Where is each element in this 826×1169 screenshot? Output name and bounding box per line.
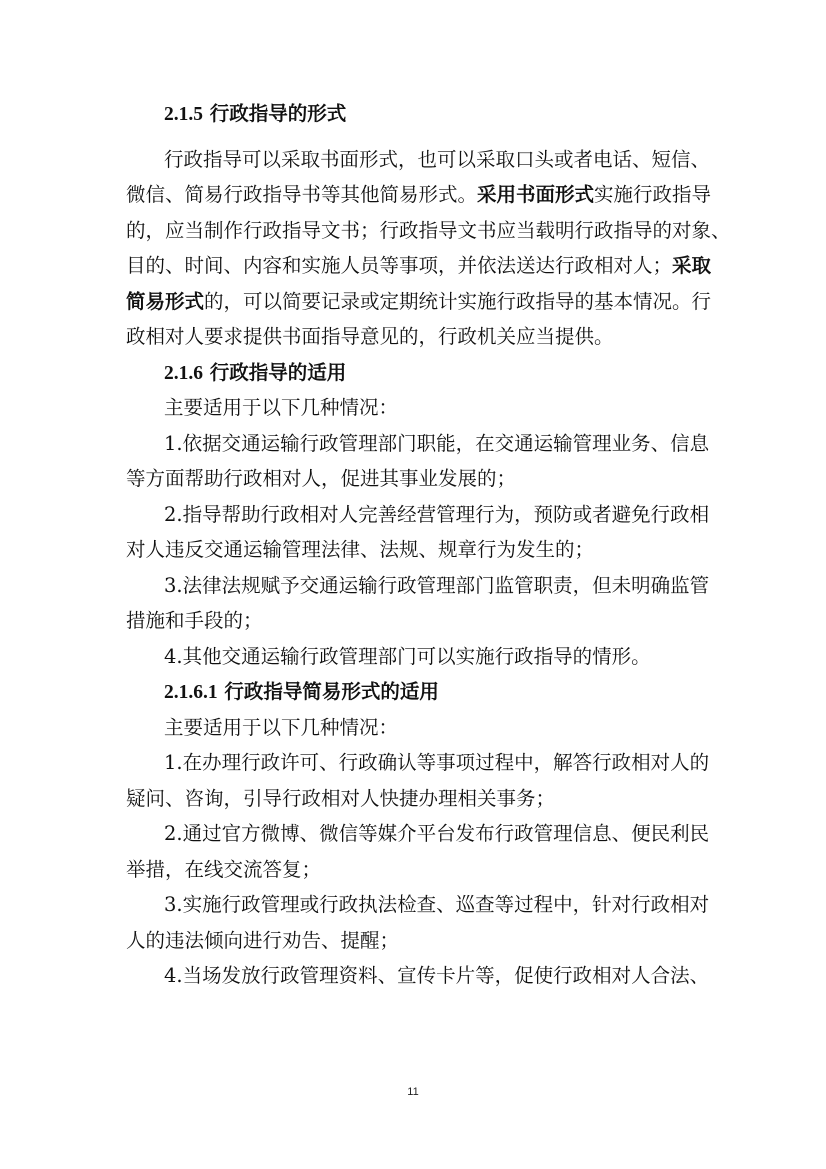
list-item-line: 3.法律法规赋予交通运输行政管理部门监管职责，但未明确监管 [164,573,710,597]
paragraph-line: 政相对人要求提供书面指导意见的，行政机关应当提供。 [126,325,614,348]
paragraph-line [126,248,712,284]
list-item-line: 对人违反交通运输管理法律、法规、规章行为发生的； [126,538,595,561]
list-item-line: 1.在办理行政许可、行政确认等事项过程中，解答行政相对人的 [164,751,710,774]
list-item-line: 4.当场发放行政管理资料、宣传卡片等，促使行政相对人合法、 [164,964,710,987]
list-item-line: 等方面帮助行政相对人，促进其事业发展的； [126,467,517,490]
section-number: 2.1.6 [164,362,203,384]
list-item-line: 疑问、咨询，引导行政相对人快捷办理相关事务； [126,786,556,810]
paragraph-line: 主要适用于以下几种情况： [164,396,399,419]
emphasized-text: 采用书面形式 [477,183,595,206]
paragraph-line [126,177,712,213]
list-item-line: 措施和手段的； [126,609,263,632]
list-item-line: 2.指导帮助行政相对人完善经营管理行为，预防或者避免行政相 [164,502,710,526]
text-run: 的，可以简要记录或定期统计实施行政指导的基本情况。行 [204,289,712,313]
emphasized-text: 简易形式 [126,289,205,313]
section-heading-2-1-5 [126,96,704,132]
page-number: 11 [407,1086,419,1098]
section-title: 行政指导的形式 [209,102,347,125]
section-heading-2-1-6-1 [126,674,704,710]
page-content [126,96,731,994]
section-number: 2.1.5 [164,104,203,125]
paragraph-line [126,284,712,320]
list-item-line: 举措，在线交流答复； [126,857,322,881]
section-number: 2.1.6.1 [164,682,218,703]
paragraph-line: 行政指导可以采取书面形式，也可以采取口头或者电话、短信、 [164,147,711,171]
list-item-line: 4.其他交通运输行政管理部门可以实施行政指导的情形。 [164,644,651,668]
text-run: 实施行政指导 [594,183,712,206]
section-title: 行政指导的适用 [209,360,347,384]
paragraph-line: 主要适用于以下几种情况： [164,715,399,739]
text-run: 目的、时间、内容和实施人员等事项，并依法送达行政相对人； [126,254,673,277]
list-item-line: 3.实施行政管理或行政执法检查、巡查等过程中，针对行政相对 [164,893,710,916]
list-item-line: 人的违法倾向进行劝告、提醒； [126,928,400,952]
section-title: 行政指导简易形式的适用 [224,680,439,703]
blank-line [126,132,704,142]
list-item-line: 2.通过官方微博、微信等媒介平台发布行政管理信息、便民利民 [164,822,710,845]
section-heading-2-1-6 [126,355,704,391]
emphasized-text: 采取 [672,254,712,277]
list-item-line: 1.依据交通运输行政管理部门职能，在交通运输管理业务、信息 [164,431,710,455]
text-run: 微信、简易行政指导书等其他简易形式。 [126,183,478,206]
paragraph-line: 的，应当制作行政指导文书；行政指导文书应当载明行政指导的对象、 [126,218,731,242]
